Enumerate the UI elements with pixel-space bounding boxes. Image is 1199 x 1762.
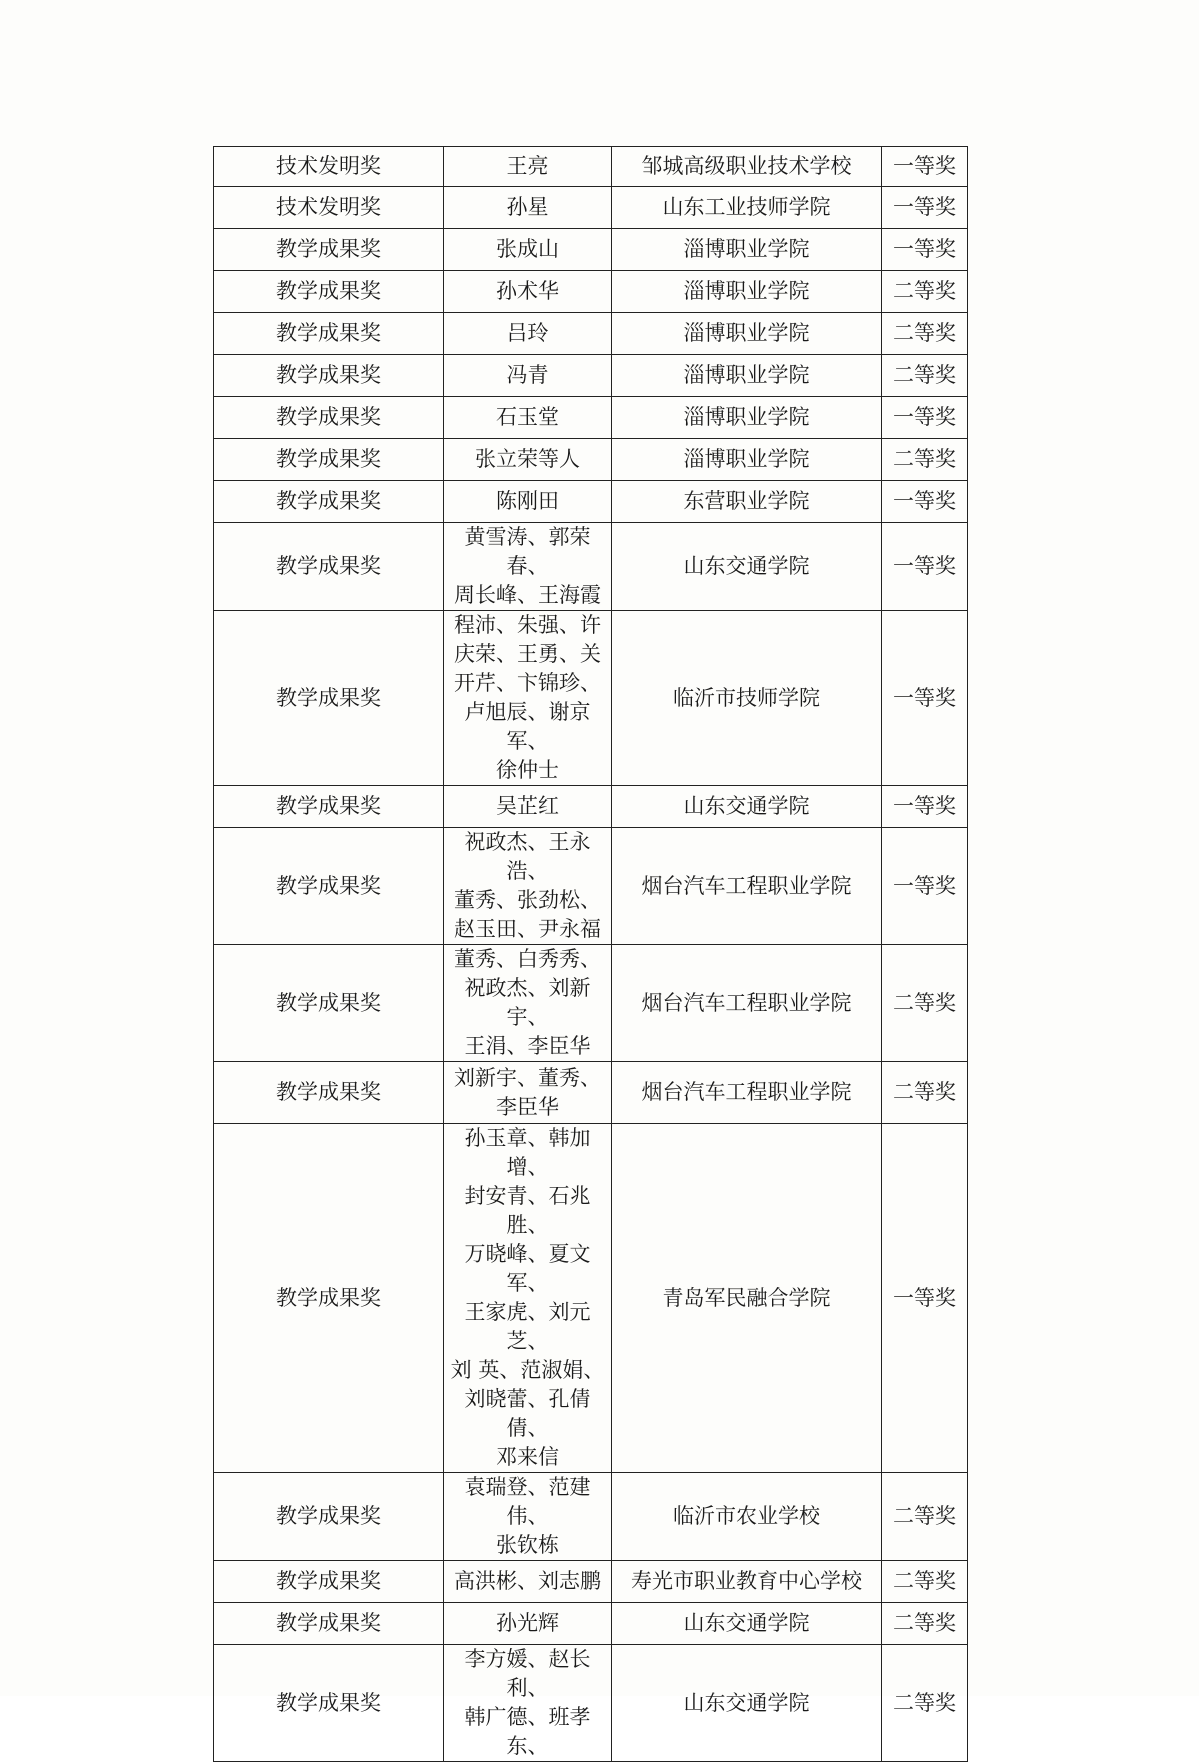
institution-cell: 山东交通学院 bbox=[612, 523, 882, 611]
recipient-names-cell: 黄雪涛、郭荣春、 周长峰、王海霞 bbox=[444, 523, 612, 611]
institution-cell: 青岛军民融合学院 bbox=[612, 1124, 882, 1473]
recipient-names-cell: 孙玉章、韩加增、 封安青、石兆胜、 万晓峰、夏文军、 王家虎、刘元芝、 刘 英、范淑娟、 刘晓蕾、孔倩倩、 邓来信 bbox=[444, 1124, 612, 1473]
award-category-cell: 教学成果奖 bbox=[214, 313, 444, 355]
table-row bbox=[214, 1603, 968, 1645]
institution-cell: 山东交通学院 bbox=[612, 1603, 882, 1645]
table-row bbox=[214, 1473, 968, 1561]
table-row bbox=[214, 523, 968, 611]
institution-cell: 淄博职业学院 bbox=[612, 313, 882, 355]
award-level-cell: 一等奖 bbox=[882, 229, 968, 271]
table-row bbox=[214, 355, 968, 397]
table-row bbox=[214, 187, 968, 229]
institution-cell: 山东交通学院 bbox=[612, 1645, 882, 1762]
awards-table bbox=[213, 146, 968, 1762]
award-category-cell: 教学成果奖 bbox=[214, 481, 444, 523]
institution-cell: 寿光市职业教育中心学校 bbox=[612, 1561, 882, 1603]
table-row bbox=[214, 828, 968, 945]
award-category-cell: 教学成果奖 bbox=[214, 1645, 444, 1762]
award-category-cell: 教学成果奖 bbox=[214, 828, 444, 945]
institution-cell: 烟台汽车工程职业学院 bbox=[612, 828, 882, 945]
recipient-names-cell: 高洪彬、刘志鹏 bbox=[444, 1561, 612, 1603]
award-category-cell: 教学成果奖 bbox=[214, 439, 444, 481]
award-category-cell: 教学成果奖 bbox=[214, 271, 444, 313]
recipient-names-cell: 冯青 bbox=[444, 355, 612, 397]
table-row bbox=[214, 1124, 968, 1473]
award-level-cell: 二等奖 bbox=[882, 945, 968, 1062]
award-category-cell: 教学成果奖 bbox=[214, 523, 444, 611]
table-row bbox=[214, 945, 968, 1062]
award-level-cell: 二等奖 bbox=[882, 1062, 968, 1124]
institution-cell: 淄博职业学院 bbox=[612, 355, 882, 397]
award-level-cell: 一等奖 bbox=[882, 611, 968, 786]
institution-cell: 临沂市技师学院 bbox=[612, 611, 882, 786]
award-level-cell: 一等奖 bbox=[882, 523, 968, 611]
recipient-names-cell: 袁瑞登、范建伟、 张钦栋 bbox=[444, 1473, 612, 1561]
award-level-cell: 一等奖 bbox=[882, 481, 968, 523]
institution-cell: 烟台汽车工程职业学院 bbox=[612, 945, 882, 1062]
award-level-cell: 一等奖 bbox=[882, 397, 968, 439]
award-level-cell: 二等奖 bbox=[882, 313, 968, 355]
table-row bbox=[214, 229, 968, 271]
award-category-cell: 教学成果奖 bbox=[214, 1062, 444, 1124]
award-level-cell: 一等奖 bbox=[882, 828, 968, 945]
award-level-cell: 二等奖 bbox=[882, 355, 968, 397]
table-row bbox=[214, 147, 968, 187]
table-row bbox=[214, 313, 968, 355]
award-level-cell: 二等奖 bbox=[882, 1561, 968, 1603]
table-row bbox=[214, 481, 968, 523]
table-row bbox=[214, 1062, 968, 1124]
award-level-cell: 二等奖 bbox=[882, 1473, 968, 1561]
table-row bbox=[214, 611, 968, 786]
table-row bbox=[214, 397, 968, 439]
institution-cell: 淄博职业学院 bbox=[612, 439, 882, 481]
table-row bbox=[214, 1561, 968, 1603]
award-category-cell: 教学成果奖 bbox=[214, 1473, 444, 1561]
table-row bbox=[214, 439, 968, 481]
institution-cell: 淄博职业学院 bbox=[612, 271, 882, 313]
table-row bbox=[214, 1645, 968, 1762]
recipient-names-cell: 刘新宇、董秀、 李臣华 bbox=[444, 1062, 612, 1124]
award-category-cell: 教学成果奖 bbox=[214, 1124, 444, 1473]
award-level-cell: 二等奖 bbox=[882, 1645, 968, 1762]
recipient-names-cell: 孙光辉 bbox=[444, 1603, 612, 1645]
award-category-cell: 教学成果奖 bbox=[214, 229, 444, 271]
recipient-names-cell: 王亮 bbox=[444, 147, 612, 187]
recipient-names-cell: 吕玲 bbox=[444, 313, 612, 355]
table-row bbox=[214, 786, 968, 828]
institution-cell: 烟台汽车工程职业学院 bbox=[612, 1062, 882, 1124]
recipient-names-cell: 李方媛、赵长利、 韩广德、班孝东、 bbox=[444, 1645, 612, 1762]
award-category-cell: 技术发明奖 bbox=[214, 147, 444, 187]
award-level-cell: 二等奖 bbox=[882, 1603, 968, 1645]
award-category-cell: 教学成果奖 bbox=[214, 945, 444, 1062]
institution-cell: 山东工业技师学院 bbox=[612, 187, 882, 229]
institution-cell: 邹城高级职业技术学校 bbox=[612, 147, 882, 187]
recipient-names-cell: 吴芷红 bbox=[444, 786, 612, 828]
recipient-names-cell: 陈刚田 bbox=[444, 481, 612, 523]
award-category-cell: 教学成果奖 bbox=[214, 1603, 444, 1645]
award-category-cell: 教学成果奖 bbox=[214, 611, 444, 786]
award-category-cell: 教学成果奖 bbox=[214, 1561, 444, 1603]
award-category-cell: 教学成果奖 bbox=[214, 397, 444, 439]
institution-cell: 淄博职业学院 bbox=[612, 229, 882, 271]
recipient-names-cell: 张成山 bbox=[444, 229, 612, 271]
award-category-cell: 技术发明奖 bbox=[214, 187, 444, 229]
recipient-names-cell: 程沛、朱强、许 庆荣、王勇、关 开芹、卞锦珍、 卢旭辰、谢京军、 徐仲士 bbox=[444, 611, 612, 786]
award-level-cell: 二等奖 bbox=[882, 439, 968, 481]
institution-cell: 山东交通学院 bbox=[612, 786, 882, 828]
recipient-names-cell: 孙术华 bbox=[444, 271, 612, 313]
recipient-names-cell: 董秀、白秀秀、 祝政杰、刘新宇、 王涓、李臣华 bbox=[444, 945, 612, 1062]
award-level-cell: 一等奖 bbox=[882, 147, 968, 187]
institution-cell: 东营职业学院 bbox=[612, 481, 882, 523]
recipient-names-cell: 孙星 bbox=[444, 187, 612, 229]
recipient-names-cell: 祝政杰、王永浩、 董秀、张劲松、 赵玉田、尹永福 bbox=[444, 828, 612, 945]
institution-cell: 淄博职业学院 bbox=[612, 397, 882, 439]
recipient-names-cell: 石玉堂 bbox=[444, 397, 612, 439]
award-category-cell: 教学成果奖 bbox=[214, 786, 444, 828]
table-row bbox=[214, 271, 968, 313]
institution-cell: 临沂市农业学校 bbox=[612, 1473, 882, 1561]
recipient-names-cell: 张立荣等人 bbox=[444, 439, 612, 481]
award-level-cell: 一等奖 bbox=[882, 187, 968, 229]
award-level-cell: 二等奖 bbox=[882, 271, 968, 313]
award-level-cell: 一等奖 bbox=[882, 786, 968, 828]
award-category-cell: 教学成果奖 bbox=[214, 355, 444, 397]
award-level-cell: 一等奖 bbox=[882, 1124, 968, 1473]
